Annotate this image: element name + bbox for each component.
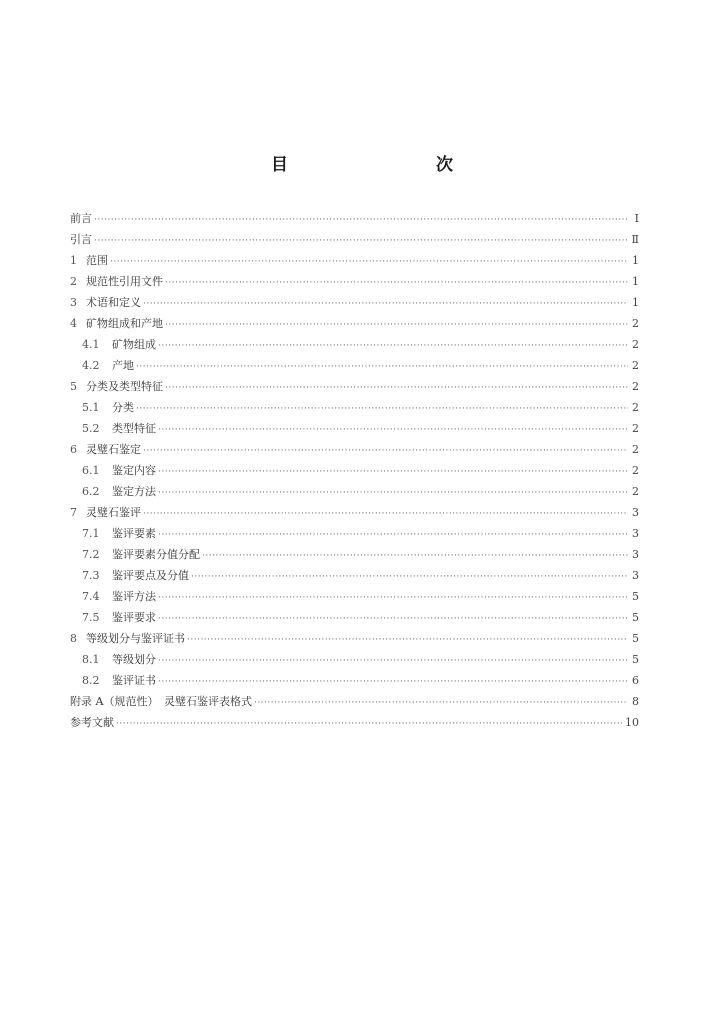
toc-entry-number: 7.5	[82, 611, 100, 624]
toc-entry-page: 6	[632, 674, 639, 687]
toc-entry[interactable]	[70, 628, 639, 649]
toc-entry[interactable]	[70, 397, 639, 418]
toc-entry-page: 1	[632, 254, 639, 267]
toc-entry-number: 4	[70, 317, 77, 330]
toc-entry-label: 引言	[70, 233, 92, 246]
toc-leader-dots	[158, 483, 628, 504]
toc-entry-label: 鉴评要点及分值	[112, 569, 189, 582]
toc-entry[interactable]	[70, 523, 639, 544]
toc-leader-dots	[202, 546, 628, 567]
toc-entry-page: 2	[632, 380, 639, 393]
toc-entry-label: 鉴评要求	[112, 611, 156, 624]
toc-leader-dots	[254, 693, 628, 714]
toc-entry-page: 3	[632, 527, 639, 540]
toc-leader-dots	[143, 441, 628, 462]
toc-entry-page: Ⅰ	[634, 212, 639, 225]
toc-entry-number: 2	[70, 275, 77, 288]
toc-entry-page: 5	[632, 590, 639, 603]
toc-entry[interactable]	[70, 691, 639, 712]
toc-entry[interactable]	[70, 355, 639, 376]
toc-entry-page: 2	[632, 443, 639, 456]
toc-entry[interactable]	[70, 460, 639, 481]
toc-entry[interactable]	[70, 334, 639, 355]
toc-entry-page: 2	[632, 317, 639, 330]
toc-leader-dots	[158, 651, 628, 672]
toc-entry-label: 附录 A（规范性） 灵璧石鉴评表格式	[70, 695, 252, 708]
toc-entry[interactable]	[70, 229, 639, 250]
toc-leader-dots	[187, 630, 628, 651]
toc-entry-label: 规范性引用文件	[86, 275, 163, 288]
toc-entry[interactable]	[70, 418, 639, 439]
toc-entry-label: 分类	[112, 401, 134, 414]
toc-leader-dots	[136, 357, 628, 378]
toc-entry-number: 3	[70, 296, 77, 309]
toc-entry-label: 鉴评要素分值分配	[112, 548, 200, 561]
toc-entry-number: 8.2	[82, 674, 100, 687]
toc-entry-number: 5.2	[82, 422, 100, 435]
toc-entry-number: 8	[70, 632, 77, 645]
toc-entry-label: 鉴定方法	[112, 485, 156, 498]
toc-entry[interactable]	[70, 292, 639, 313]
toc-leader-dots	[158, 525, 628, 546]
toc-leader-dots	[158, 420, 628, 441]
toc-entry-number: 5.1	[82, 401, 100, 414]
toc-entry-page: 2	[632, 422, 639, 435]
toc-entry[interactable]	[70, 271, 639, 292]
toc-entry-page: 5	[632, 653, 639, 666]
toc-entry-number: 6.1	[82, 464, 100, 477]
toc-entry-number: 5	[70, 380, 77, 393]
toc-entry-label: 鉴定内容	[112, 464, 156, 477]
toc-entry[interactable]	[70, 586, 639, 607]
page-title: 目 次	[271, 155, 491, 175]
toc-entry-label: 产地	[112, 359, 134, 372]
toc-entry-number: 6	[70, 443, 77, 456]
toc-leader-dots	[110, 252, 628, 273]
toc-entry-number: 7.3	[82, 569, 100, 582]
toc-entry-number: 7.2	[82, 548, 100, 561]
toc-leader-dots	[158, 588, 628, 609]
toc-entry-page: 3	[632, 548, 639, 561]
toc-entry[interactable]	[70, 649, 639, 670]
toc-leader-dots	[165, 273, 628, 294]
toc-entry-page: 2	[632, 485, 639, 498]
toc-entry-page: 1	[632, 275, 639, 288]
toc-entry-label: 前言	[70, 212, 92, 225]
toc-entry-page: 2	[632, 401, 639, 414]
toc-entry[interactable]	[70, 544, 639, 565]
toc-entry-label: 鉴评证书	[112, 674, 156, 687]
toc-leader-dots	[143, 504, 628, 525]
toc-leader-dots	[158, 672, 628, 693]
toc-leader-dots	[143, 294, 628, 315]
toc-entry-page: Ⅱ	[631, 233, 639, 246]
toc-entry[interactable]	[70, 481, 639, 502]
toc-entry[interactable]	[70, 502, 639, 523]
toc-entry-number: 4.2	[82, 359, 100, 372]
toc-leader-dots	[158, 462, 628, 483]
toc-entry-label: 等级划分	[112, 653, 156, 666]
toc-entry-page: 2	[632, 359, 639, 372]
toc-entry[interactable]	[70, 250, 639, 271]
toc-leader-dots	[94, 231, 628, 252]
toc-entry-label: 类型特征	[112, 422, 156, 435]
toc-entry-page: 5	[632, 611, 639, 624]
toc-entry-page: 2	[632, 338, 639, 351]
toc-entry-page: 3	[632, 506, 639, 519]
toc-entry[interactable]	[70, 376, 639, 397]
toc-entry-number: 6.2	[82, 485, 100, 498]
toc-entry-label: 矿物组成和产地	[86, 317, 163, 330]
toc-entry-page: 5	[632, 632, 639, 645]
toc-entry-number: 1	[70, 254, 77, 267]
toc-leader-dots	[165, 315, 628, 336]
toc-leader-dots	[158, 336, 628, 357]
toc-leader-dots	[116, 714, 622, 735]
toc-entry-page: 1	[632, 296, 639, 309]
toc-entry-number: 8.1	[82, 653, 100, 666]
toc-entry-label: 灵璧石鉴定	[86, 443, 141, 456]
toc-leader-dots	[94, 210, 628, 231]
toc-entry-label: 参考文献	[70, 716, 114, 729]
toc-entry-page: 3	[632, 569, 639, 582]
toc-entry-label: 鉴评要素	[112, 527, 156, 540]
toc-entry-number: 4.1	[82, 338, 100, 351]
toc-entry[interactable]	[70, 439, 639, 460]
toc-entry-number: 7.4	[82, 590, 100, 603]
toc-leader-dots	[158, 609, 628, 630]
toc-entry-number: 7.1	[82, 527, 100, 540]
toc-entry-label: 等级划分与鉴评证书	[86, 632, 185, 645]
toc-entry[interactable]	[70, 607, 639, 628]
toc-entry-page: 8	[632, 695, 639, 708]
toc-entry[interactable]	[70, 670, 639, 691]
toc-entry[interactable]	[70, 712, 639, 733]
toc-entry-number: 7	[70, 506, 77, 519]
table-of-contents	[70, 208, 639, 733]
toc-entry-label: 范围	[86, 254, 108, 267]
toc-leader-dots	[165, 378, 628, 399]
toc-entry-label: 灵璧石鉴评	[86, 506, 141, 519]
toc-entry[interactable]	[70, 313, 639, 334]
toc-entry-label: 分类及类型特征	[86, 380, 163, 393]
toc-entry[interactable]	[70, 565, 639, 586]
toc-entry-label: 矿物组成	[112, 338, 156, 351]
toc-entry-label: 鉴评方法	[112, 590, 156, 603]
toc-entry-page: 10	[625, 716, 639, 729]
toc-leader-dots	[191, 567, 628, 588]
toc-entry-page: 2	[632, 464, 639, 477]
toc-entry[interactable]	[70, 208, 639, 229]
toc-entry-label: 术语和定义	[86, 296, 141, 309]
toc-leader-dots	[136, 399, 628, 420]
